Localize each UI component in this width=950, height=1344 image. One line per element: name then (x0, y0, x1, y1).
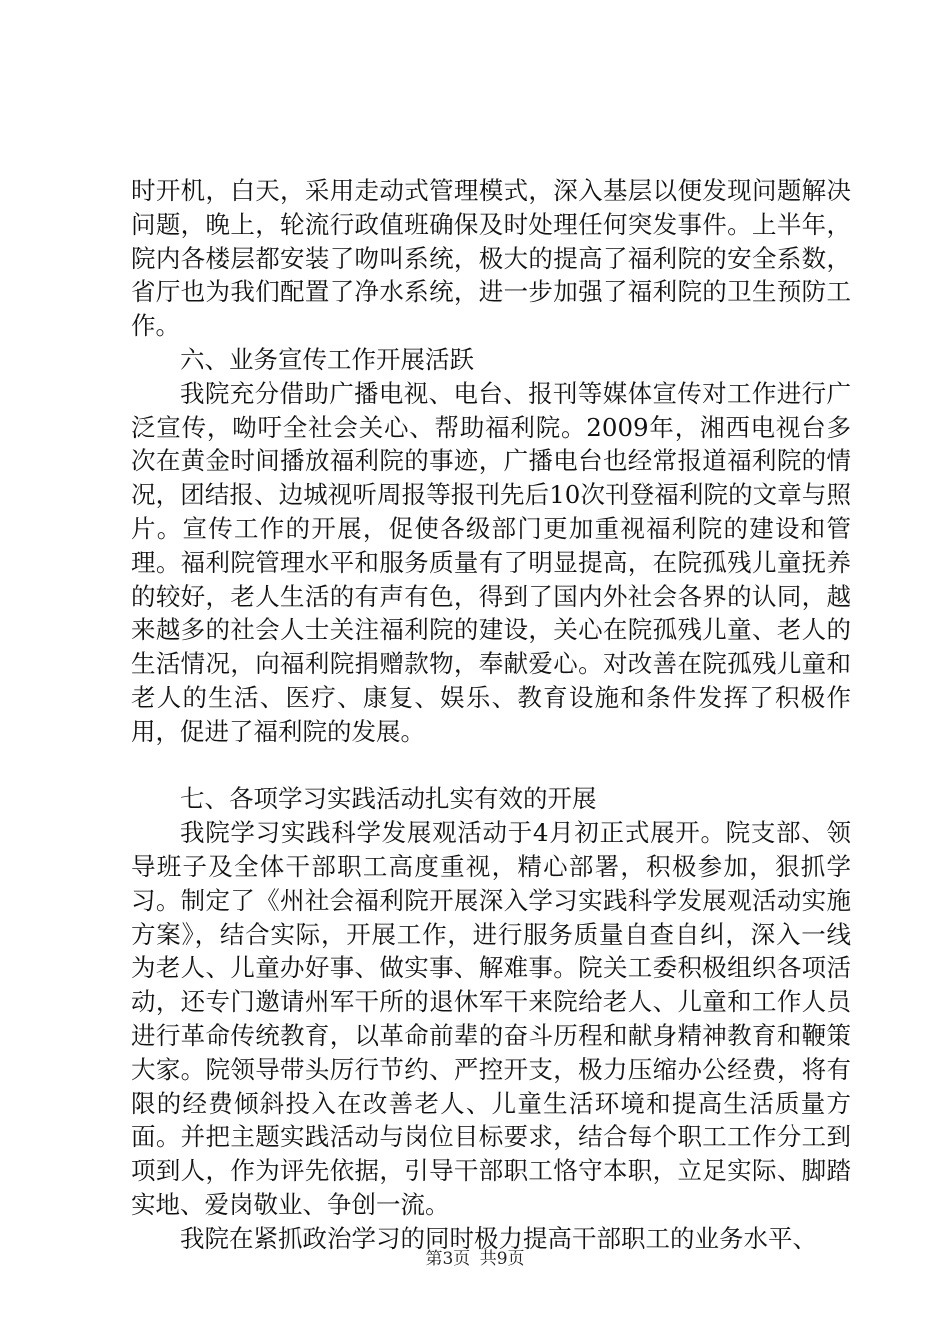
paragraph-study-practice: 我院学习实践科学发展观活动于4月初正式展开。院支部、领导班子及全体干部职工高度重视，精心部署，积极参加，狠抓学习。制定了《州社会福利院开展深入学习实践科学发展观活动实施方案》，结合实际，开展工作，进行服务质量自查自纠，深入一线为老人、儿童办好事、做实事、解难事。院关工委积极组织各项活动，还专门邀请州军干所的退休军干来院给老人、儿童和工作人员进行革命传统教育，以革命前辈的奋斗历程和献身精神教育和鞭策大家。院领导带头厉行节约、严控开支，极力压缩办公经费，将有限的经费倾斜投入在改善老人、儿童生活环境和提高生活质量方面。并把主题实践活动与岗位目标要求，结合每个职工工作分工到项到人，作为评先依据，引导干部职工恪守本职，立足实际、脚踏实地、爱岗敬业、争创一流。 (131, 818, 851, 1219)
section-heading-publicity: 六、业务宣传工作开展活跃 (180, 344, 474, 374)
page-footer (0, 1244, 950, 1269)
page-total: 共9页 (479, 1249, 525, 1269)
paragraph-safety-management: 时开机，白天，采用走动式管理模式，深入基层以便发现问题解决问题，晚上，轮流行政值班确保及时处理任何突发事件。上半年，院内各楼层都安装了吻叫系统，极大的提高了福利院的安全系数，省厅也为我们配置了净水系统，进一步加强了福利院的卫生预防工作。 (131, 176, 851, 341)
page-number: 第3页 (425, 1249, 471, 1269)
section-heading-study-practice: 七、各项学习实践活动扎实有效的开展 (180, 784, 597, 814)
paragraph-business-level: 我院在紧抓政治学习的同时极力提高干部职工的业务水平、 (180, 1223, 817, 1253)
paragraph-publicity: 我院充分借助广播电视、电台、报刊等媒体宣传对工作进行广泛宣传，呦吁全社会关心、帮助福利院。2009年，湘西电视台多次在黄金时间播放福利院的事迹，广播电台也经常报道福利院的情况，团结报、边城视听周报等报刊先后10次刊登福利院的文章与照片。宣传工作的开展，促使各级部门更加重视福利院的建设和管理。福利院管理水平和服务质量有了明显提高，在院孤残儿童抚养的较好，老人生活的有声有色，得到了国内外社会各界的认同，越来越多的社会人士关注福利院的建设，关心在院孤残儿童、老人的生活情况，向福利院捐赠款物，奉献爱心。对改善在院孤残儿童和老人的生活、医疗、康复、娱乐、教育设施和条件发挥了积极作用，促进了福利院的发展。 (131, 378, 851, 746)
paragraph-spacer (131, 749, 851, 783)
document-body (131, 174, 851, 1256)
